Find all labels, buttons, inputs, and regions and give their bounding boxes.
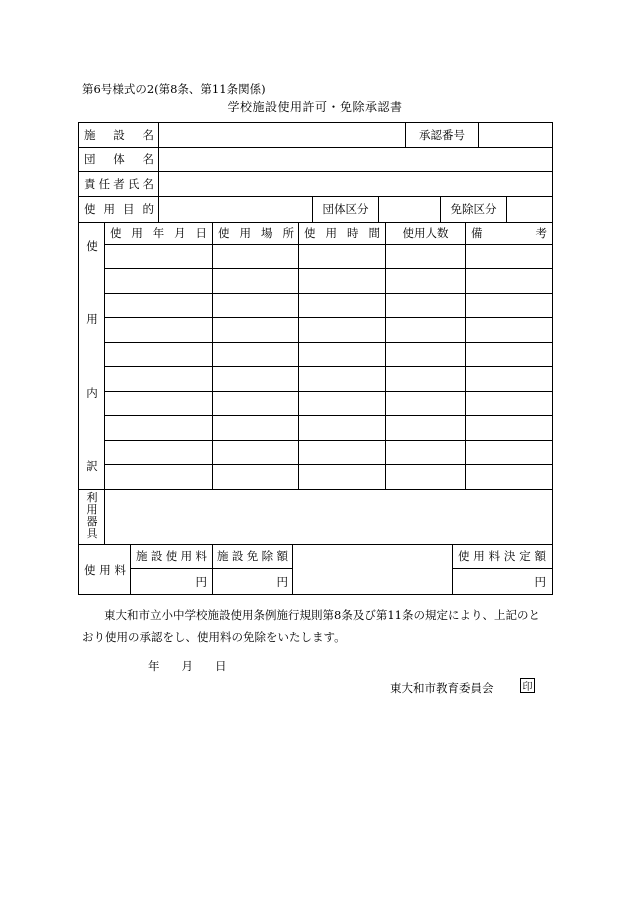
approval-notice: 東大和市立小中学校施設使用条例施行規則第8条及び第11条の規定により、上記のとおり使用の承認をし、使用料の免除をいたします。 bbox=[82, 608, 540, 644]
date-day: 日 bbox=[215, 659, 227, 673]
group-name-label: 団 体 名 bbox=[84, 152, 154, 166]
usage-breakdown-label-1: 使 bbox=[86, 239, 98, 253]
date-month: 月 bbox=[181, 659, 193, 673]
purpose-label: 使 用 目 的 bbox=[84, 202, 154, 216]
purpose-field[interactable] bbox=[159, 196, 311, 222]
fee-blank-field[interactable] bbox=[293, 545, 451, 595]
fee-decision-field[interactable] bbox=[453, 569, 546, 595]
col-usage-time: 使 用 時 間 bbox=[304, 226, 380, 240]
group-name-field[interactable] bbox=[159, 147, 551, 171]
group-category-label: 団体区分 bbox=[322, 202, 369, 216]
equipment-label: 利 用 器 具 bbox=[86, 491, 98, 540]
seal-stamp: 印 bbox=[520, 678, 535, 693]
exemption-amount-label: 施 設 免 除 額 bbox=[217, 549, 288, 563]
usage-breakdown-label-2: 用 bbox=[86, 312, 98, 326]
yen-unit: 円 bbox=[195, 575, 207, 589]
responsible-person-label: 責 任 者 氏 名 bbox=[84, 176, 154, 191]
yen-unit: 円 bbox=[534, 575, 546, 589]
issuer-name: 東大和市教育委員会 bbox=[390, 681, 494, 695]
yen-unit: 円 bbox=[276, 575, 288, 589]
facility-name-label: 施 設 名 bbox=[84, 127, 154, 142]
facility-name-field[interactable] bbox=[159, 122, 404, 147]
issue-date bbox=[148, 658, 249, 674]
exemption-category-label: 免除区分 bbox=[450, 202, 497, 216]
fee-decision-label: 使 用 料 決 定 額 bbox=[458, 549, 546, 563]
responsible-person-field[interactable] bbox=[159, 171, 551, 196]
col-usage-place: 使 用 場 所 bbox=[218, 226, 294, 240]
facility-fee-field[interactable] bbox=[131, 569, 207, 595]
fee-label: 使 用 料 bbox=[84, 562, 126, 577]
col-attendees: 使用人数 bbox=[402, 226, 449, 240]
col-usage-date: 使 用 年 月 日 bbox=[110, 226, 207, 240]
equipment-field[interactable] bbox=[105, 490, 551, 544]
facility-fee-label: 施 設 使 用 料 bbox=[136, 549, 207, 563]
exemption-amount-field[interactable] bbox=[213, 569, 288, 595]
date-year: 年 bbox=[148, 659, 160, 673]
exemption-category-field[interactable] bbox=[507, 196, 551, 222]
usage-breakdown-label-4: 訳 bbox=[86, 459, 98, 473]
form-number-label: 第6号様式の2(第8条、第11条関係) bbox=[82, 82, 266, 96]
col-remarks: 備 考 bbox=[471, 226, 547, 240]
group-category-field[interactable] bbox=[379, 196, 439, 222]
approval-number-field[interactable] bbox=[479, 122, 551, 147]
usage-breakdown-label-3: 内 bbox=[86, 386, 98, 400]
approval-number-label: 承認番号 bbox=[419, 127, 465, 142]
document-title: 学校施設使用許可・免除承認書 bbox=[227, 100, 403, 114]
